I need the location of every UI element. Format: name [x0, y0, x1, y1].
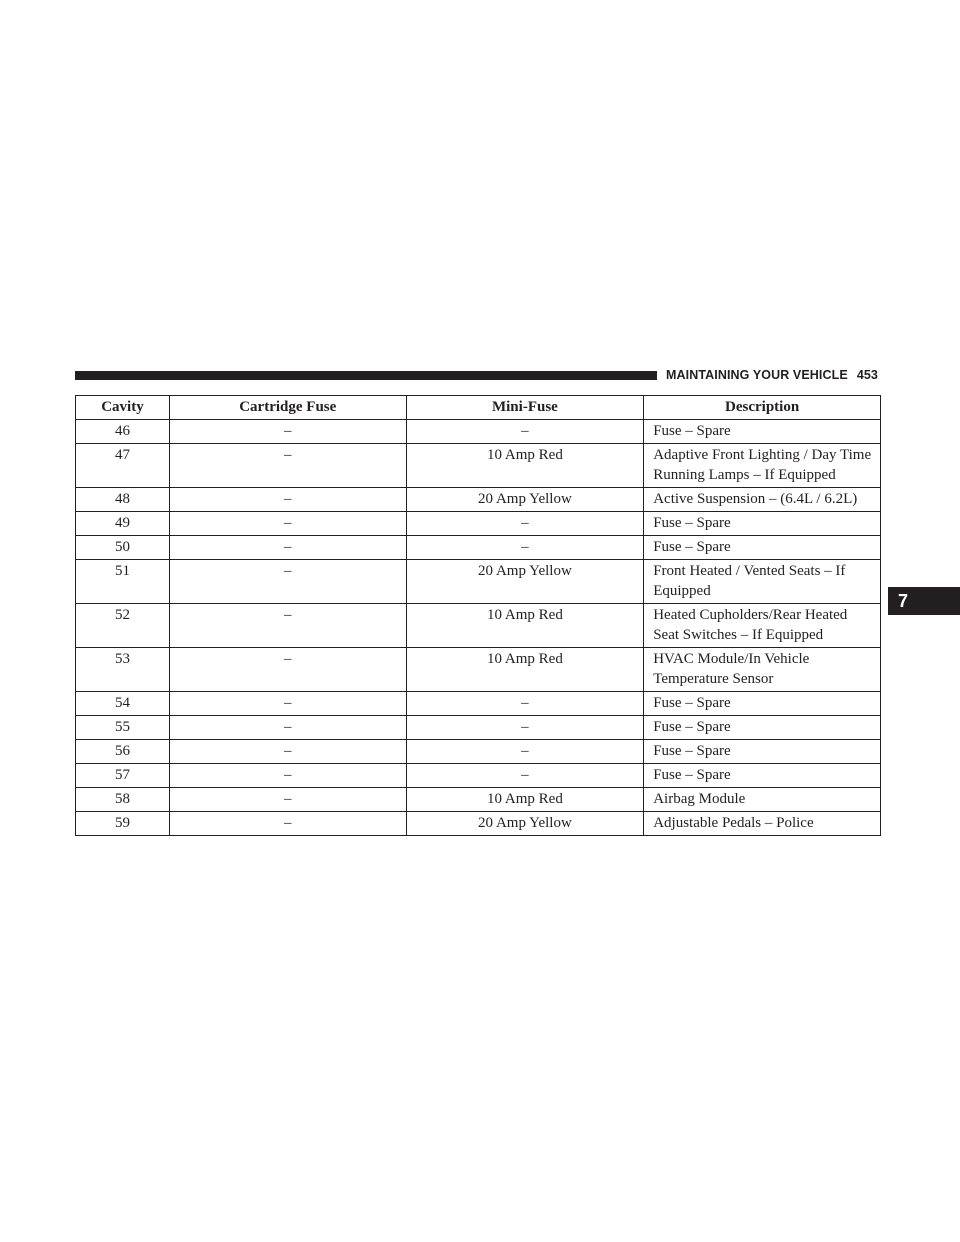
- table-row: [76, 648, 881, 692]
- cartridge-fuse-cell: –: [169, 740, 406, 764]
- table-row: [76, 788, 881, 812]
- mini-fuse-cell: 20 Amp Yellow: [406, 812, 644, 836]
- table-row: [76, 512, 881, 536]
- description-cell: Fuse – Spare: [644, 740, 881, 764]
- mini-fuse-cell: –: [406, 512, 644, 536]
- cartridge-fuse-cell: –: [169, 604, 406, 648]
- cavity-cell: 57: [76, 764, 170, 788]
- description-cell: Fuse – Spare: [644, 420, 881, 444]
- cartridge-fuse-cell: –: [169, 420, 406, 444]
- cartridge-fuse-cell: –: [169, 716, 406, 740]
- cartridge-fuse-cell: –: [169, 512, 406, 536]
- mini-fuse-cell: 10 Amp Red: [406, 648, 644, 692]
- table-row: [76, 812, 881, 836]
- mini-fuse-cell: –: [406, 536, 644, 560]
- cavity-cell: 54: [76, 692, 170, 716]
- description-cell: Fuse – Spare: [644, 764, 881, 788]
- cartridge-fuse-cell: –: [169, 692, 406, 716]
- mini-fuse-cell: 20 Amp Yellow: [406, 488, 644, 512]
- cartridge-fuse-cell: –: [169, 536, 406, 560]
- cavity-cell: 48: [76, 488, 170, 512]
- fuse-table: [75, 395, 881, 836]
- cartridge-fuse-cell: –: [169, 812, 406, 836]
- header-rule-bar: [75, 371, 657, 380]
- mini-fuse-cell: 10 Amp Red: [406, 604, 644, 648]
- description-cell: Fuse – Spare: [644, 512, 881, 536]
- cartridge-fuse-cell: –: [169, 560, 406, 604]
- column-header-cavity: Cavity: [76, 396, 170, 420]
- column-header-mini-fuse: Mini-Fuse: [406, 396, 644, 420]
- running-header: [666, 367, 878, 383]
- page-number: 453: [856, 368, 878, 382]
- table-row: [76, 560, 881, 604]
- description-cell: Fuse – Spare: [644, 536, 881, 560]
- description-cell: Fuse – Spare: [644, 716, 881, 740]
- mini-fuse-cell: 20 Amp Yellow: [406, 560, 644, 604]
- mini-fuse-cell: –: [406, 764, 644, 788]
- cavity-cell: 59: [76, 812, 170, 836]
- chapter-tab: 7: [888, 587, 960, 615]
- table-row: [76, 692, 881, 716]
- description-cell: Heated Cupholders/Rear Heated Seat Switches – If Equipped: [644, 604, 881, 648]
- table-row: [76, 488, 881, 512]
- cavity-cell: 56: [76, 740, 170, 764]
- column-header-description: Description: [644, 396, 881, 420]
- column-header-cartridge-fuse: Cartridge Fuse: [169, 396, 406, 420]
- mini-fuse-cell: –: [406, 740, 644, 764]
- mini-fuse-cell: 10 Amp Red: [406, 788, 644, 812]
- table-row: [76, 740, 881, 764]
- cartridge-fuse-cell: –: [169, 764, 406, 788]
- table-row: [76, 604, 881, 648]
- table-row: [76, 420, 881, 444]
- cavity-cell: 58: [76, 788, 170, 812]
- cartridge-fuse-cell: –: [169, 444, 406, 488]
- cavity-cell: 46: [76, 420, 170, 444]
- mini-fuse-cell: –: [406, 420, 644, 444]
- description-cell: Active Suspension – (6.4L / 6.2L): [644, 488, 881, 512]
- mini-fuse-cell: 10 Amp Red: [406, 444, 644, 488]
- mini-fuse-cell: –: [406, 692, 644, 716]
- section-title: MAINTAINING YOUR VEHICLE: [666, 368, 848, 382]
- table-row: [76, 444, 881, 488]
- cartridge-fuse-cell: –: [169, 648, 406, 692]
- description-cell: Adaptive Front Lighting / Day Time Running Lamps – If Equipped: [644, 444, 881, 488]
- table-header-row: [76, 396, 881, 420]
- cavity-cell: 53: [76, 648, 170, 692]
- description-cell: Front Heated / Vented Seats – If Equipped: [644, 560, 881, 604]
- cartridge-fuse-cell: –: [169, 788, 406, 812]
- description-cell: Adjustable Pedals – Police: [644, 812, 881, 836]
- description-cell: HVAC Module/In Vehicle Temperature Sensor: [644, 648, 881, 692]
- cavity-cell: 49: [76, 512, 170, 536]
- description-cell: Airbag Module: [644, 788, 881, 812]
- cavity-cell: 52: [76, 604, 170, 648]
- table-row: [76, 716, 881, 740]
- table-row: [76, 536, 881, 560]
- mini-fuse-cell: –: [406, 716, 644, 740]
- cavity-cell: 47: [76, 444, 170, 488]
- table-row: [76, 764, 881, 788]
- cartridge-fuse-cell: –: [169, 488, 406, 512]
- cavity-cell: 51: [76, 560, 170, 604]
- description-cell: Fuse – Spare: [644, 692, 881, 716]
- cavity-cell: 50: [76, 536, 170, 560]
- cavity-cell: 55: [76, 716, 170, 740]
